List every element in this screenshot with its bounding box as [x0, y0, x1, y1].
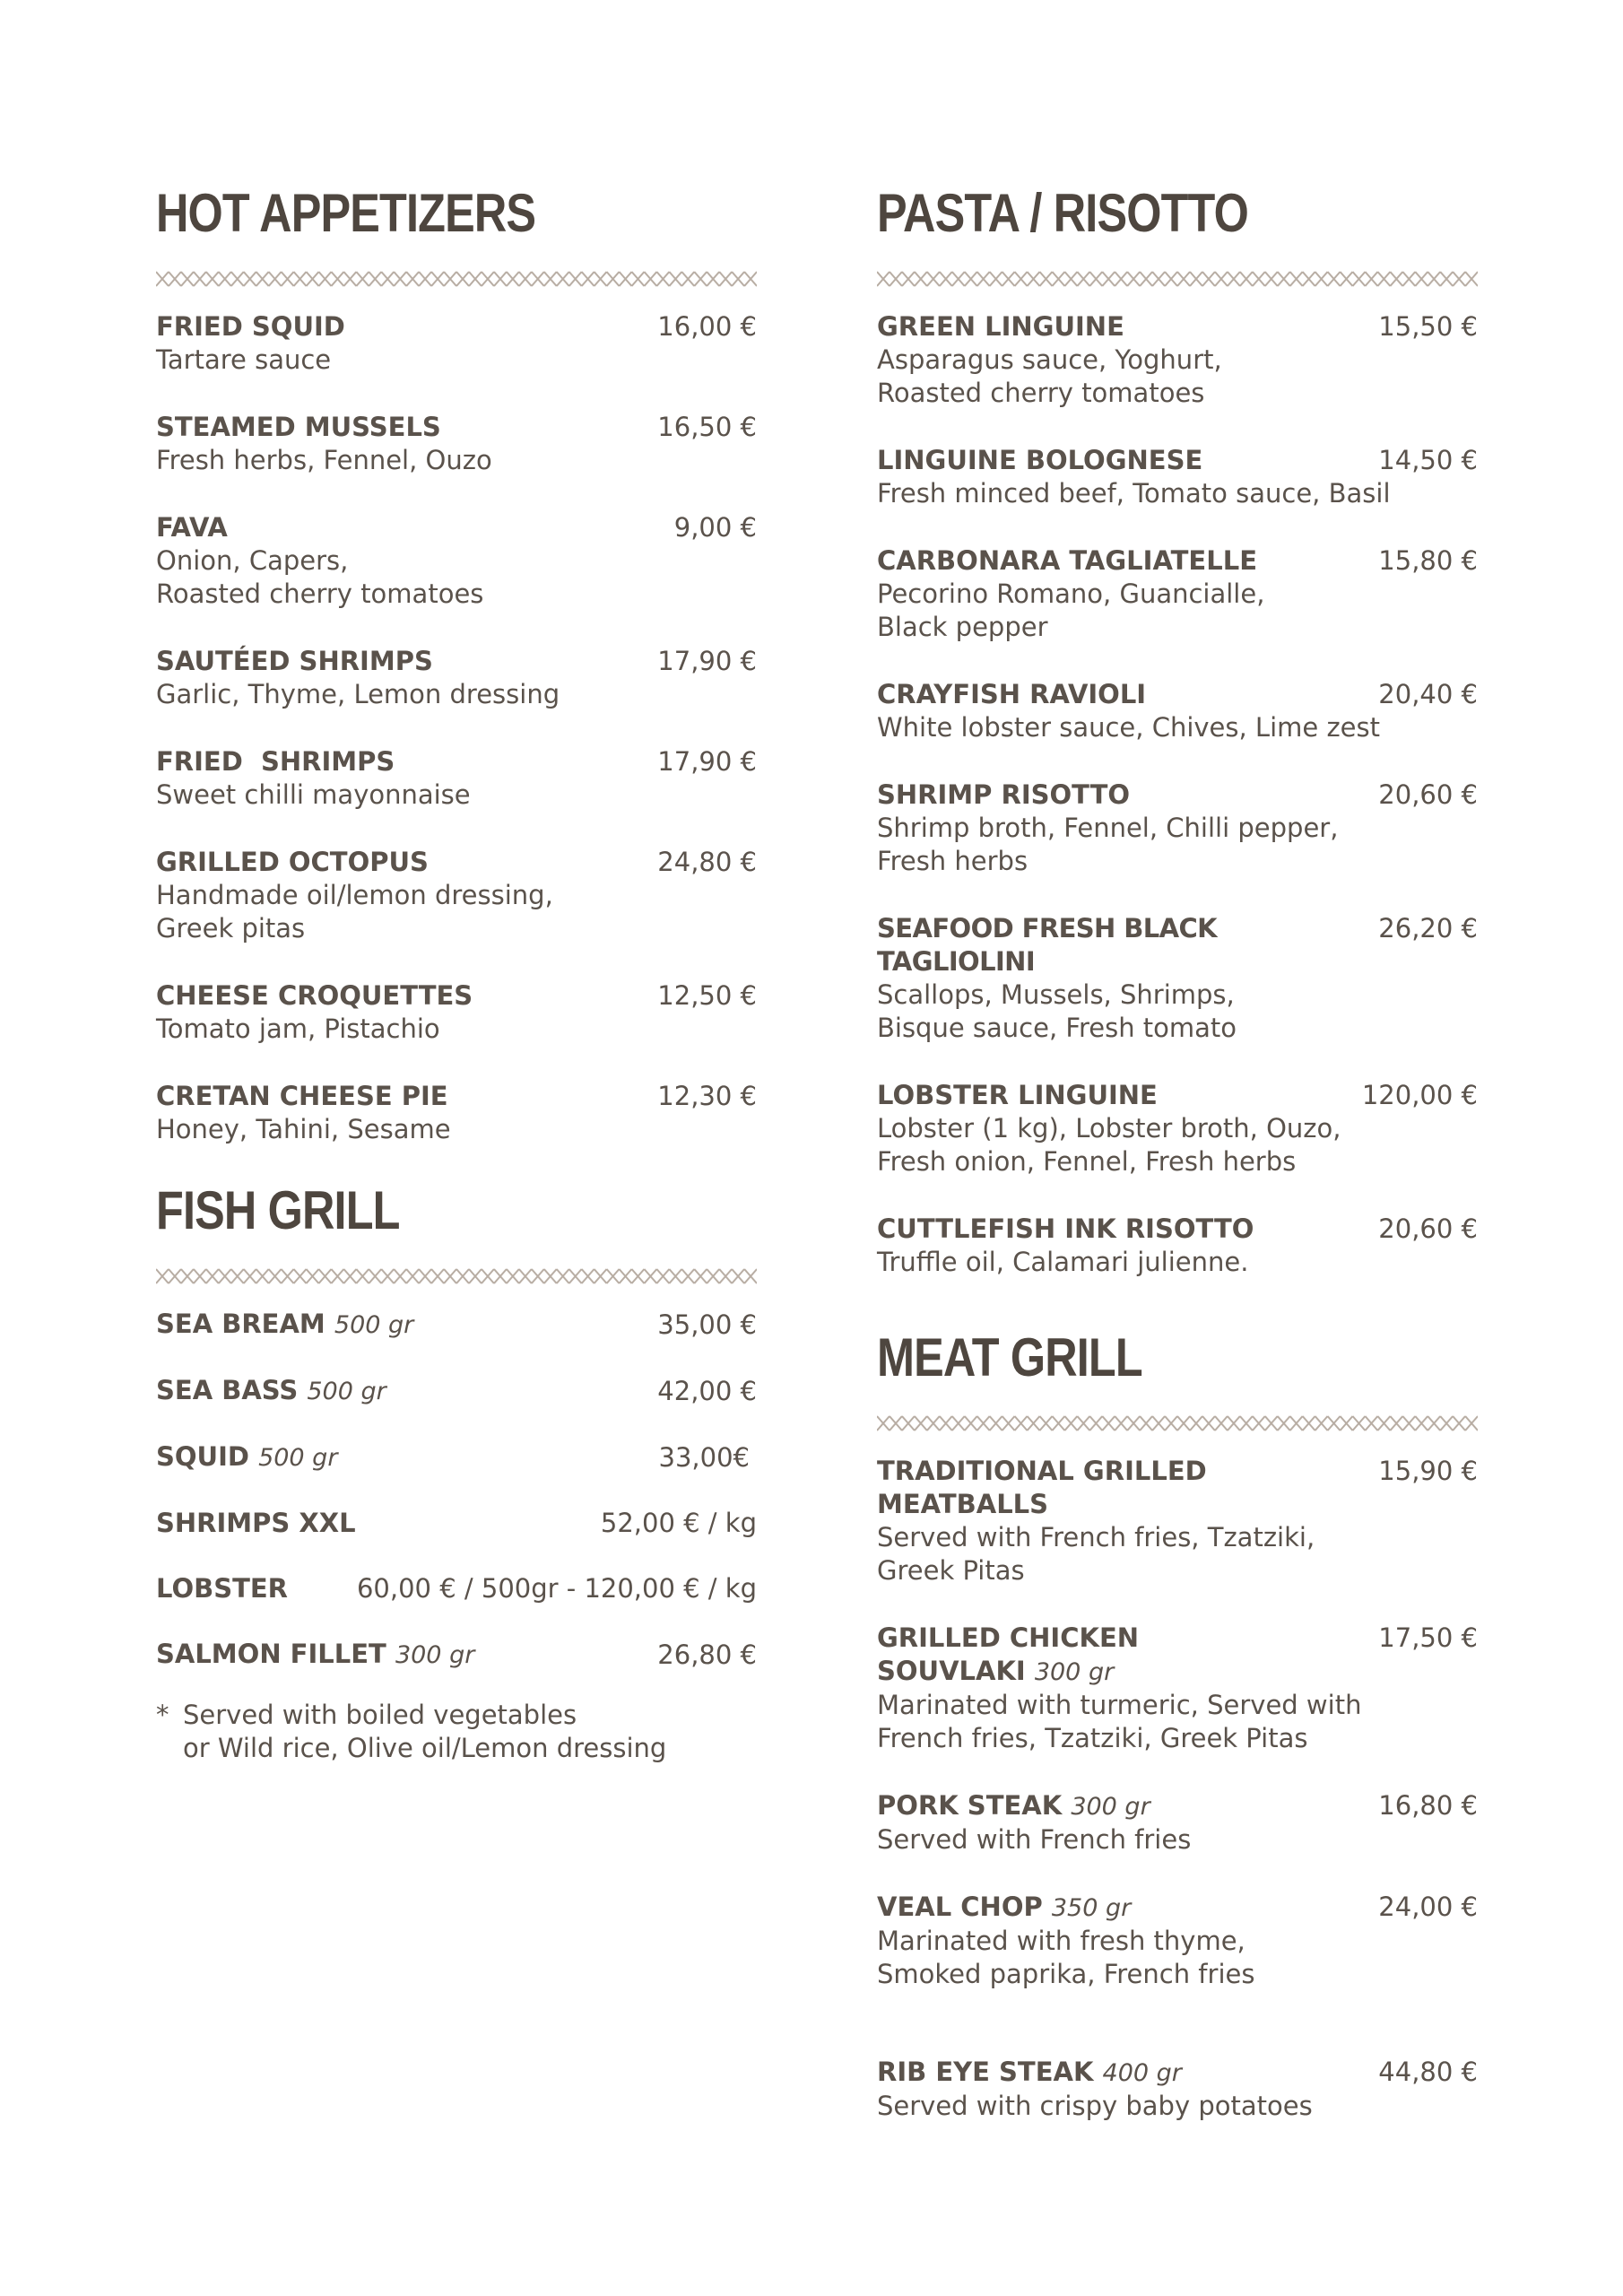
item-desc: Honey, Tahini, Sesame: [156, 1114, 451, 1144]
item-desc: Lobster (1 kg), Lobster broth, Ouzo,: [877, 1113, 1341, 1144]
item-price: 16,80 €: [1378, 1790, 1478, 1821]
item-name-text: SQUID: [156, 1441, 249, 1472]
note-asterisk: *: [156, 1700, 169, 1730]
item-name: LINGUINE BOLOGNESE: [877, 445, 1203, 475]
item-price: 20,40 €: [1378, 679, 1478, 709]
item-desc: Onion, Capers,: [156, 545, 349, 576]
item-desc: Smoked paprika, French fries: [877, 1959, 1255, 1989]
menu-item: [156, 411, 757, 477]
item-name-line: RIB EYE STEAK: [877, 2057, 1094, 2087]
left-column: [156, 183, 757, 1765]
section-fish-grill: [156, 1180, 757, 1765]
item-desc: Greek Pitas: [877, 1555, 1025, 1586]
item-weight: 300 gr: [395, 1641, 475, 1669]
item-name: GREEN LINGUINE: [877, 311, 1124, 342]
item-desc: Bisque sauce, Fresh tomato: [877, 1013, 1237, 1043]
item-price: 26,20 €: [1378, 913, 1478, 944]
item-price: 33,00€: [658, 1441, 750, 1473]
item-desc: Fresh herbs, Fennel, Ouzo: [156, 445, 492, 475]
menu-item: [156, 511, 757, 611]
menu-item: [877, 2056, 1478, 2123]
item-name-line: PORK STEAK: [877, 1790, 1063, 1821]
item-weight: 500 gr: [334, 1311, 414, 1339]
item-name: [156, 1374, 386, 1408]
item-desc: Served with crispy baby potatoes: [877, 2091, 1313, 2121]
menu-item: [156, 310, 757, 377]
menu-item: [877, 1079, 1478, 1178]
menu-item: [877, 1622, 1478, 1755]
item-price: 14,50 €: [1378, 445, 1478, 475]
item-price: 60,00 € / 500gr - 120,00 € / kg: [356, 1573, 757, 1604]
item-name: [156, 1308, 413, 1342]
item-desc: Roasted cherry tomatoes: [156, 578, 484, 609]
menu-item: [156, 1507, 757, 1540]
item-desc: Served with French fries: [877, 1824, 1192, 1855]
zigzag-divider: [877, 1413, 1478, 1433]
item-desc: Fresh onion, Fennel, Fresh herbs: [877, 1146, 1297, 1177]
item-price: 20,60 €: [1378, 1213, 1478, 1244]
item-name: FAVA: [156, 512, 228, 543]
item-price: 35,00 €: [657, 1309, 757, 1340]
item-price: 15,50 €: [1378, 311, 1478, 342]
menu-item: [156, 1080, 757, 1146]
menu-item: [877, 778, 1478, 878]
item-name: LOBSTER: [156, 1573, 289, 1604]
item-name: SHRIMPS XXL: [156, 1508, 356, 1538]
zigzag-divider: [156, 269, 757, 289]
item-weight: 400 gr: [1102, 2059, 1182, 2087]
menu-item: [156, 1572, 757, 1605]
item-desc: Served with French fries, Tzatziki,: [877, 1522, 1315, 1552]
item-name-line: VEAL CHOP: [877, 1892, 1043, 1922]
menu-item: [156, 745, 757, 812]
item-name: [877, 1455, 1207, 1521]
item-price: 26,80 €: [657, 1639, 757, 1670]
item-desc: Asparagus sauce, Yoghurt,: [877, 344, 1222, 375]
item-name: [877, 2056, 1182, 2090]
item-price: 17,50 €: [1378, 1622, 1478, 1653]
item-desc: Pecorino Romano, Guancialle,: [877, 578, 1265, 609]
item-price: 42,00 €: [657, 1375, 757, 1406]
item-name-text: SEA BREAM: [156, 1309, 325, 1339]
menu-item: [877, 444, 1478, 510]
item-name: FRIED SHRIMPS: [156, 746, 395, 777]
note-line: Served with boiled vegetables: [183, 1700, 577, 1730]
item-price: 120,00 €: [1361, 1080, 1478, 1110]
item-price: 12,50 €: [657, 980, 757, 1011]
item-name: [156, 1440, 337, 1474]
item-name: GRILLED OCTOPUS: [156, 847, 429, 877]
item-desc: Handmade oil/lemon dressing,: [156, 880, 553, 910]
zigzag-divider: [156, 1266, 757, 1286]
menu-item: [877, 544, 1478, 644]
menu-item: [877, 1891, 1478, 1991]
menu-item: [877, 1213, 1478, 1279]
item-price: 17,90 €: [657, 746, 757, 777]
section-title: MEAT GRILL: [877, 1327, 1142, 1387]
item-name: CHEESE CROQUETTES: [156, 980, 473, 1011]
section-hot-appetizers: [156, 183, 757, 1146]
menu-item: [156, 1308, 757, 1342]
fish-grill-note: [156, 1699, 757, 1765]
item-name-line: MEATBALLS: [877, 1489, 1049, 1519]
item-name-text: SALMON FILLET: [156, 1639, 386, 1669]
menu-item: [877, 310, 1478, 410]
section-title: FISH GRILL: [156, 1180, 400, 1240]
item-price: 15,80 €: [1378, 545, 1478, 576]
item-name: [877, 1622, 1139, 1689]
menu-item: [156, 1440, 757, 1474]
item-price: 15,90 €: [1378, 1456, 1478, 1486]
section-meat-grill: [877, 1327, 1478, 2123]
item-desc: Greek pitas: [156, 913, 306, 944]
note-line: or Wild rice, Olive oil/Lemon dressing: [183, 1733, 667, 1763]
item-desc: Tartare sauce: [156, 344, 332, 375]
menu-item: [156, 846, 757, 945]
item-desc: Tomato jam, Pistachio: [156, 1013, 440, 1044]
item-name: CUTTLEFISH INK RISOTTO: [877, 1213, 1254, 1244]
item-name: CRAYFISH RAVIOLI: [877, 679, 1147, 709]
section-pasta-risotto: [877, 183, 1478, 1279]
item-desc: Fresh herbs: [877, 846, 1028, 876]
item-name-text: SEA BASS: [156, 1375, 299, 1405]
item-name: LOBSTER LINGUINE: [877, 1080, 1158, 1110]
item-name: [156, 1638, 474, 1672]
item-price: 20,60 €: [1378, 779, 1478, 810]
item-name: STEAMED MUSSELS: [156, 412, 441, 442]
item-name: [877, 1891, 1131, 1925]
item-weight: 300 gr: [1034, 1658, 1115, 1686]
zigzag-divider: [877, 269, 1478, 289]
item-price: 44,80 €: [1378, 2057, 1478, 2087]
item-name-line: SOUVLAKI: [877, 1656, 1026, 1686]
item-weight: 350 gr: [1051, 1894, 1132, 1922]
item-name: [877, 1789, 1150, 1823]
menu-item: [156, 1374, 757, 1408]
section-title: PASTA / RISOTTO: [877, 183, 1248, 243]
item-price: 24,80 €: [657, 847, 757, 877]
item-desc: White lobster sauce, Chives, Lime zest: [877, 712, 1380, 743]
item-desc: Marinated with turmeric, Served with: [877, 1690, 1362, 1720]
item-price: 24,00 €: [1378, 1892, 1478, 1922]
item-weight: 500 gr: [258, 1444, 338, 1472]
item-desc: Scallops, Mussels, Shrimps,: [877, 979, 1235, 1010]
item-weight: 500 gr: [307, 1378, 386, 1405]
item-name: FRIED SQUID: [156, 311, 345, 342]
item-desc: Black pepper: [877, 612, 1048, 642]
item-name-line: TRADITIONAL GRILLED: [877, 1456, 1207, 1486]
item-name: SHRIMP RISOTTO: [877, 779, 1131, 810]
item-name: CARBONARA TAGLIATELLE: [877, 545, 1257, 576]
item-price: 16,50 €: [657, 412, 757, 442]
item-desc: French fries, Tzatziki, Greek Pitas: [877, 1723, 1308, 1753]
item-weight: 300 gr: [1071, 1793, 1150, 1821]
item-name: SAUTÉED SHRIMPS: [156, 646, 433, 676]
item-desc: Fresh minced beef, Tomato sauce, Basil: [877, 478, 1391, 509]
menu-item: [156, 979, 757, 1046]
menu-item: [156, 645, 757, 711]
menu-item: [877, 1455, 1478, 1587]
item-name-line: GRILLED CHICKEN: [877, 1622, 1140, 1653]
menu-item: [877, 678, 1478, 744]
item-desc: Marinated with fresh thyme,: [877, 1926, 1245, 1956]
section-title: HOT APPETIZERS: [156, 183, 536, 243]
item-desc: Roasted cherry tomatoes: [877, 378, 1205, 408]
item-price: 17,90 €: [657, 646, 757, 676]
item-price: 12,30 €: [657, 1081, 757, 1111]
item-desc: Truffle oil, Calamari julienne.: [877, 1247, 1249, 1277]
menu-item: [877, 912, 1478, 1045]
item-desc: Shrimp broth, Fennel, Chilli pepper,: [877, 813, 1339, 843]
item-name: CRETAN CHEESE PIE: [156, 1081, 448, 1111]
item-price: 16,00 €: [657, 311, 757, 342]
right-column: [877, 183, 1478, 2157]
menu-item: [877, 1789, 1478, 1857]
item-price: 9,00 €: [673, 512, 757, 543]
item-price: 52,00 € / kg: [600, 1508, 757, 1538]
item-name: SEAFOOD FRESH BLACK TAGLIOLINI: [877, 913, 1218, 977]
item-desc: Garlic, Thyme, Lemon dressing: [156, 679, 560, 709]
menu-item: [156, 1638, 757, 1672]
item-desc: Sweet chilli mayonnaise: [156, 779, 471, 810]
